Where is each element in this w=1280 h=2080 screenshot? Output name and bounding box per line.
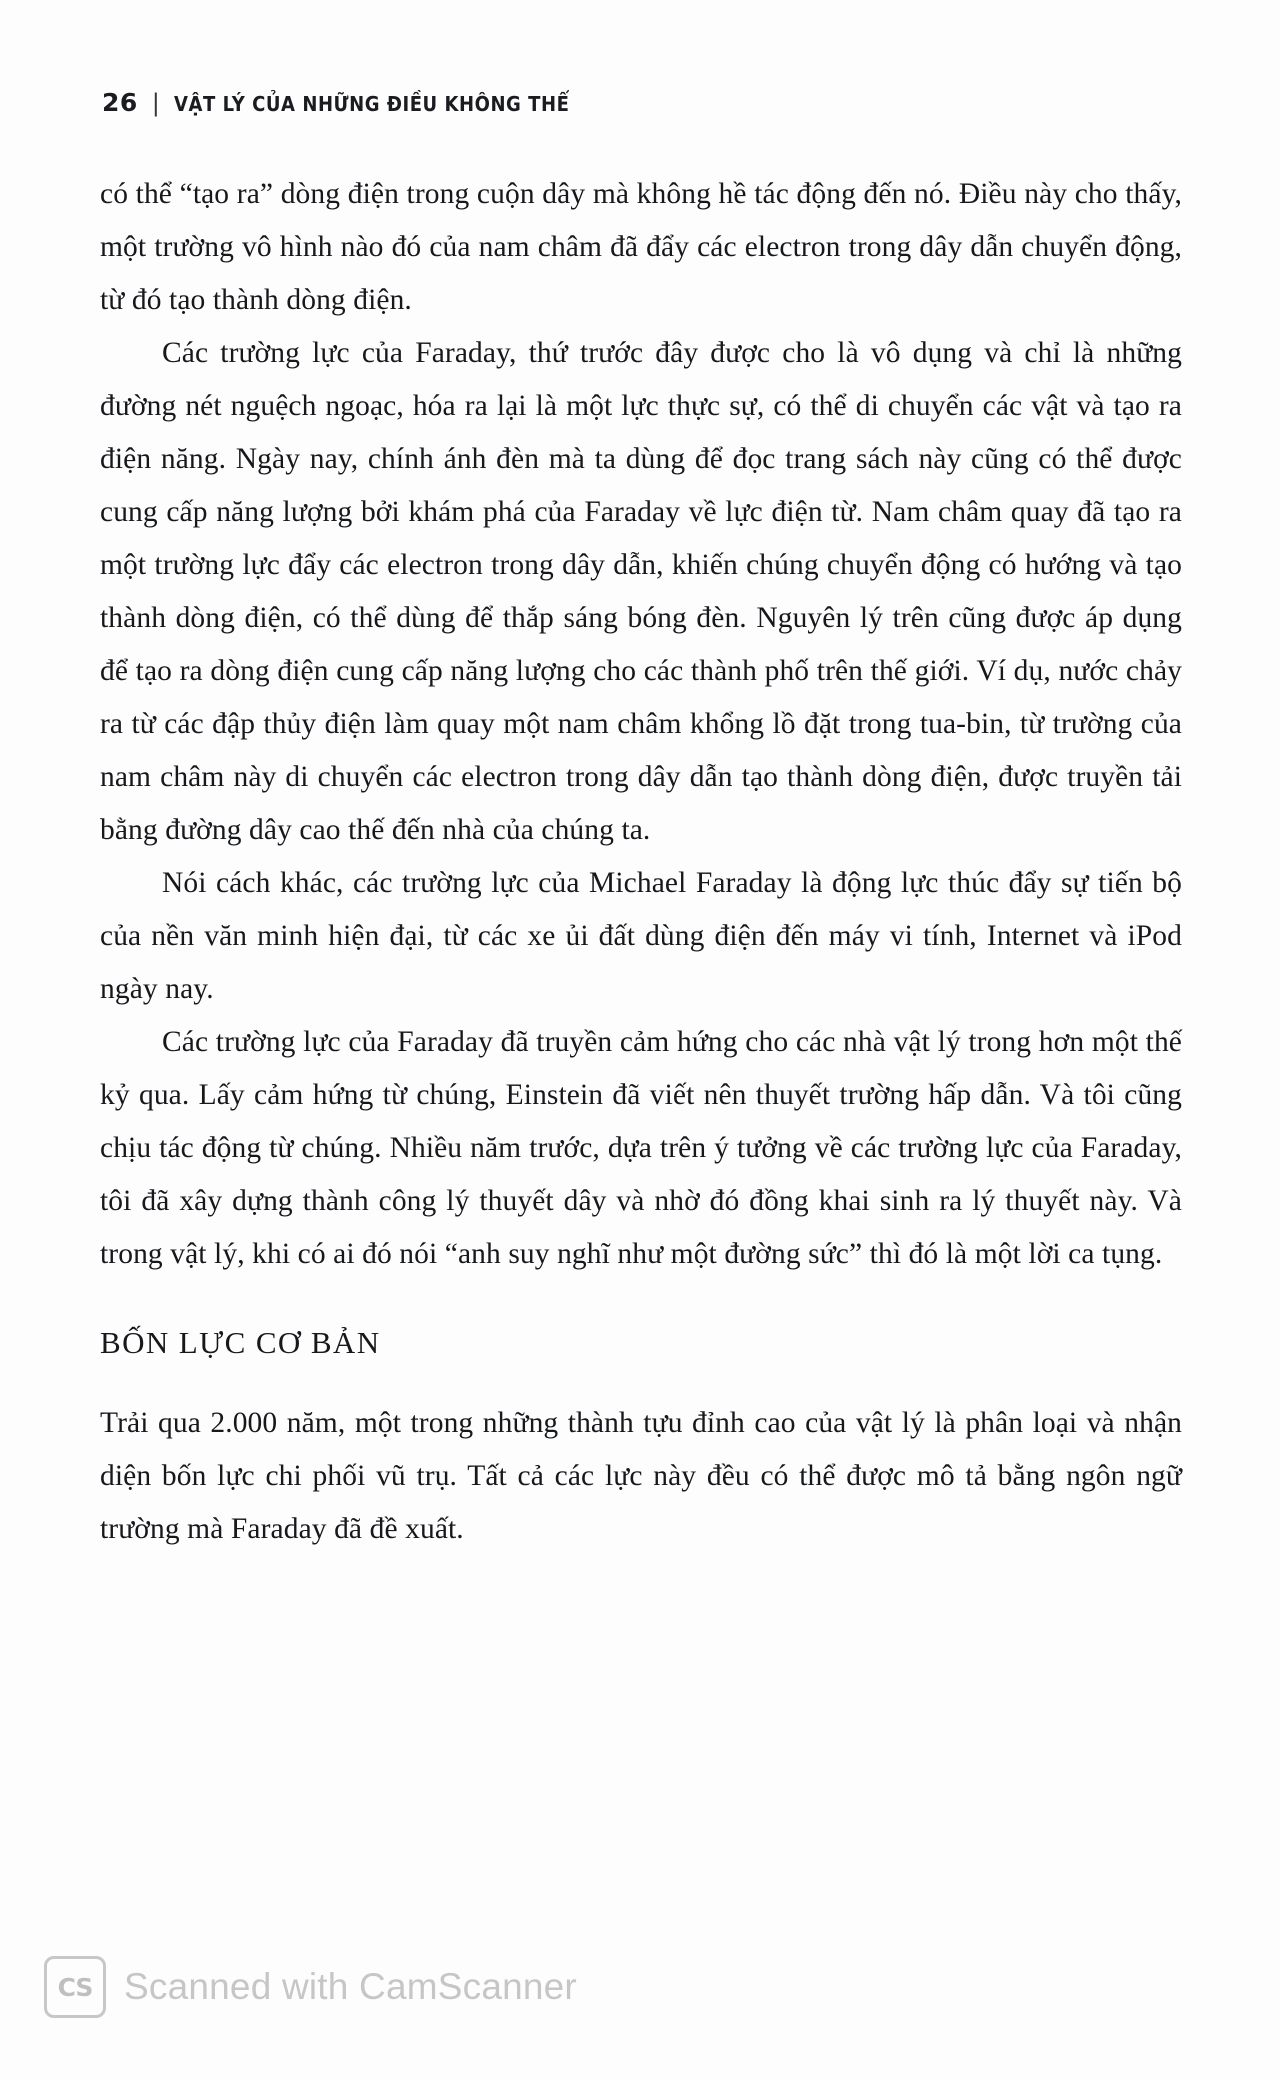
camscanner-watermark (44, 1956, 577, 2018)
paragraph-4: Các trường lực của Faraday đã truyền cảm hứng cho các nhà vật lý trong hơn một thế kỷ qua. Lấy cảm hứng từ chúng, Einstein đã viết nên thuyết trường hấp dẫn. Và tôi cũng chịu tác động từ chúng. Nhiều năm trước, dựa trên ý tưởng về các trường lực của Faraday, tôi đã xây dựng thành công lý thuyết dây và nhờ đó đồng khai sinh ra lý thuyết này. Và trong vật lý, khi có ai đó nói “anh suy nghĩ như một đường sức” thì đó là một lời ca tụng. (100, 1026, 1182, 1270)
running-head-title: VẬT LÝ CỦA NHỮNG ĐIỀU KHÔNG THỂ (173, 92, 570, 116)
paragraph-5: Trải qua 2.000 năm, một trong những thành tựu đỉnh cao của vật lý là phân loại và nhận diện bốn lực chi phối vũ trụ. Tất cả các lực này đều có thể được mô tả bằng ngôn ngữ trường mà Faraday đã đề xuất. (100, 1407, 1182, 1545)
page-number: 26 (102, 88, 138, 117)
camscanner-logo-icon: CS (44, 1956, 106, 2018)
paragraph-2: Các trường lực của Faraday, thứ trước đây được cho là vô dụng và chỉ là những đường nét nguệch ngoạc, hóa ra lại là một lực thực sự, có thể di chuyển các vật và tạo ra điện năng. Ngày nay, chính ánh đèn mà ta dùng để đọc trang sách này cũng có thể được cung cấp năng lượng bởi khám phá của Faraday về lực điện từ. Nam châm quay đã tạo ra một trường lực đẩy các electron trong dây dẫn, khiến chúng chuyển động có hướng và tạo thành dòng điện, có thể dùng để thắp sáng bóng đèn. Nguyên lý trên cũng được áp dụng để tạo ra dòng điện cung cấp năng lượng cho các thành phố trên thế giới. Ví dụ, nước chảy ra từ các đập thủy điện làm quay một nam châm khổng lồ đặt trong tua-bin, từ trường của nam châm này di chuyển các electron trong dây dẫn tạo thành dòng điện, được truyền tải bằng đường dây cao thế đến nhà của chúng ta. (100, 337, 1182, 846)
paragraph-3: Nói cách khác, các trường lực của Michael Faraday là động lực thúc đẩy sự tiến bộ của nền văn minh hiện đại, từ các xe ủi đất dùng điện đến máy vi tính, Internet và iPod ngày nay. (100, 867, 1182, 1005)
camscanner-watermark-text: Scanned with CamScanner (124, 1966, 577, 2007)
section-heading: BỐN LỰC CƠ BẢN (100, 1325, 381, 1360)
page-body (100, 168, 1182, 1556)
paragraph-1: có thể “tạo ra” dòng điện trong cuộn dây mà không hề tác động đến nó. Điều này cho thấy, một trường vô hình nào đó của nam châm đã đẩy các electron trong dây dẫn chuyển động, từ đó tạo thành dòng điện. (100, 178, 1182, 316)
header-separator: | (151, 89, 160, 117)
page-header (102, 88, 1178, 117)
